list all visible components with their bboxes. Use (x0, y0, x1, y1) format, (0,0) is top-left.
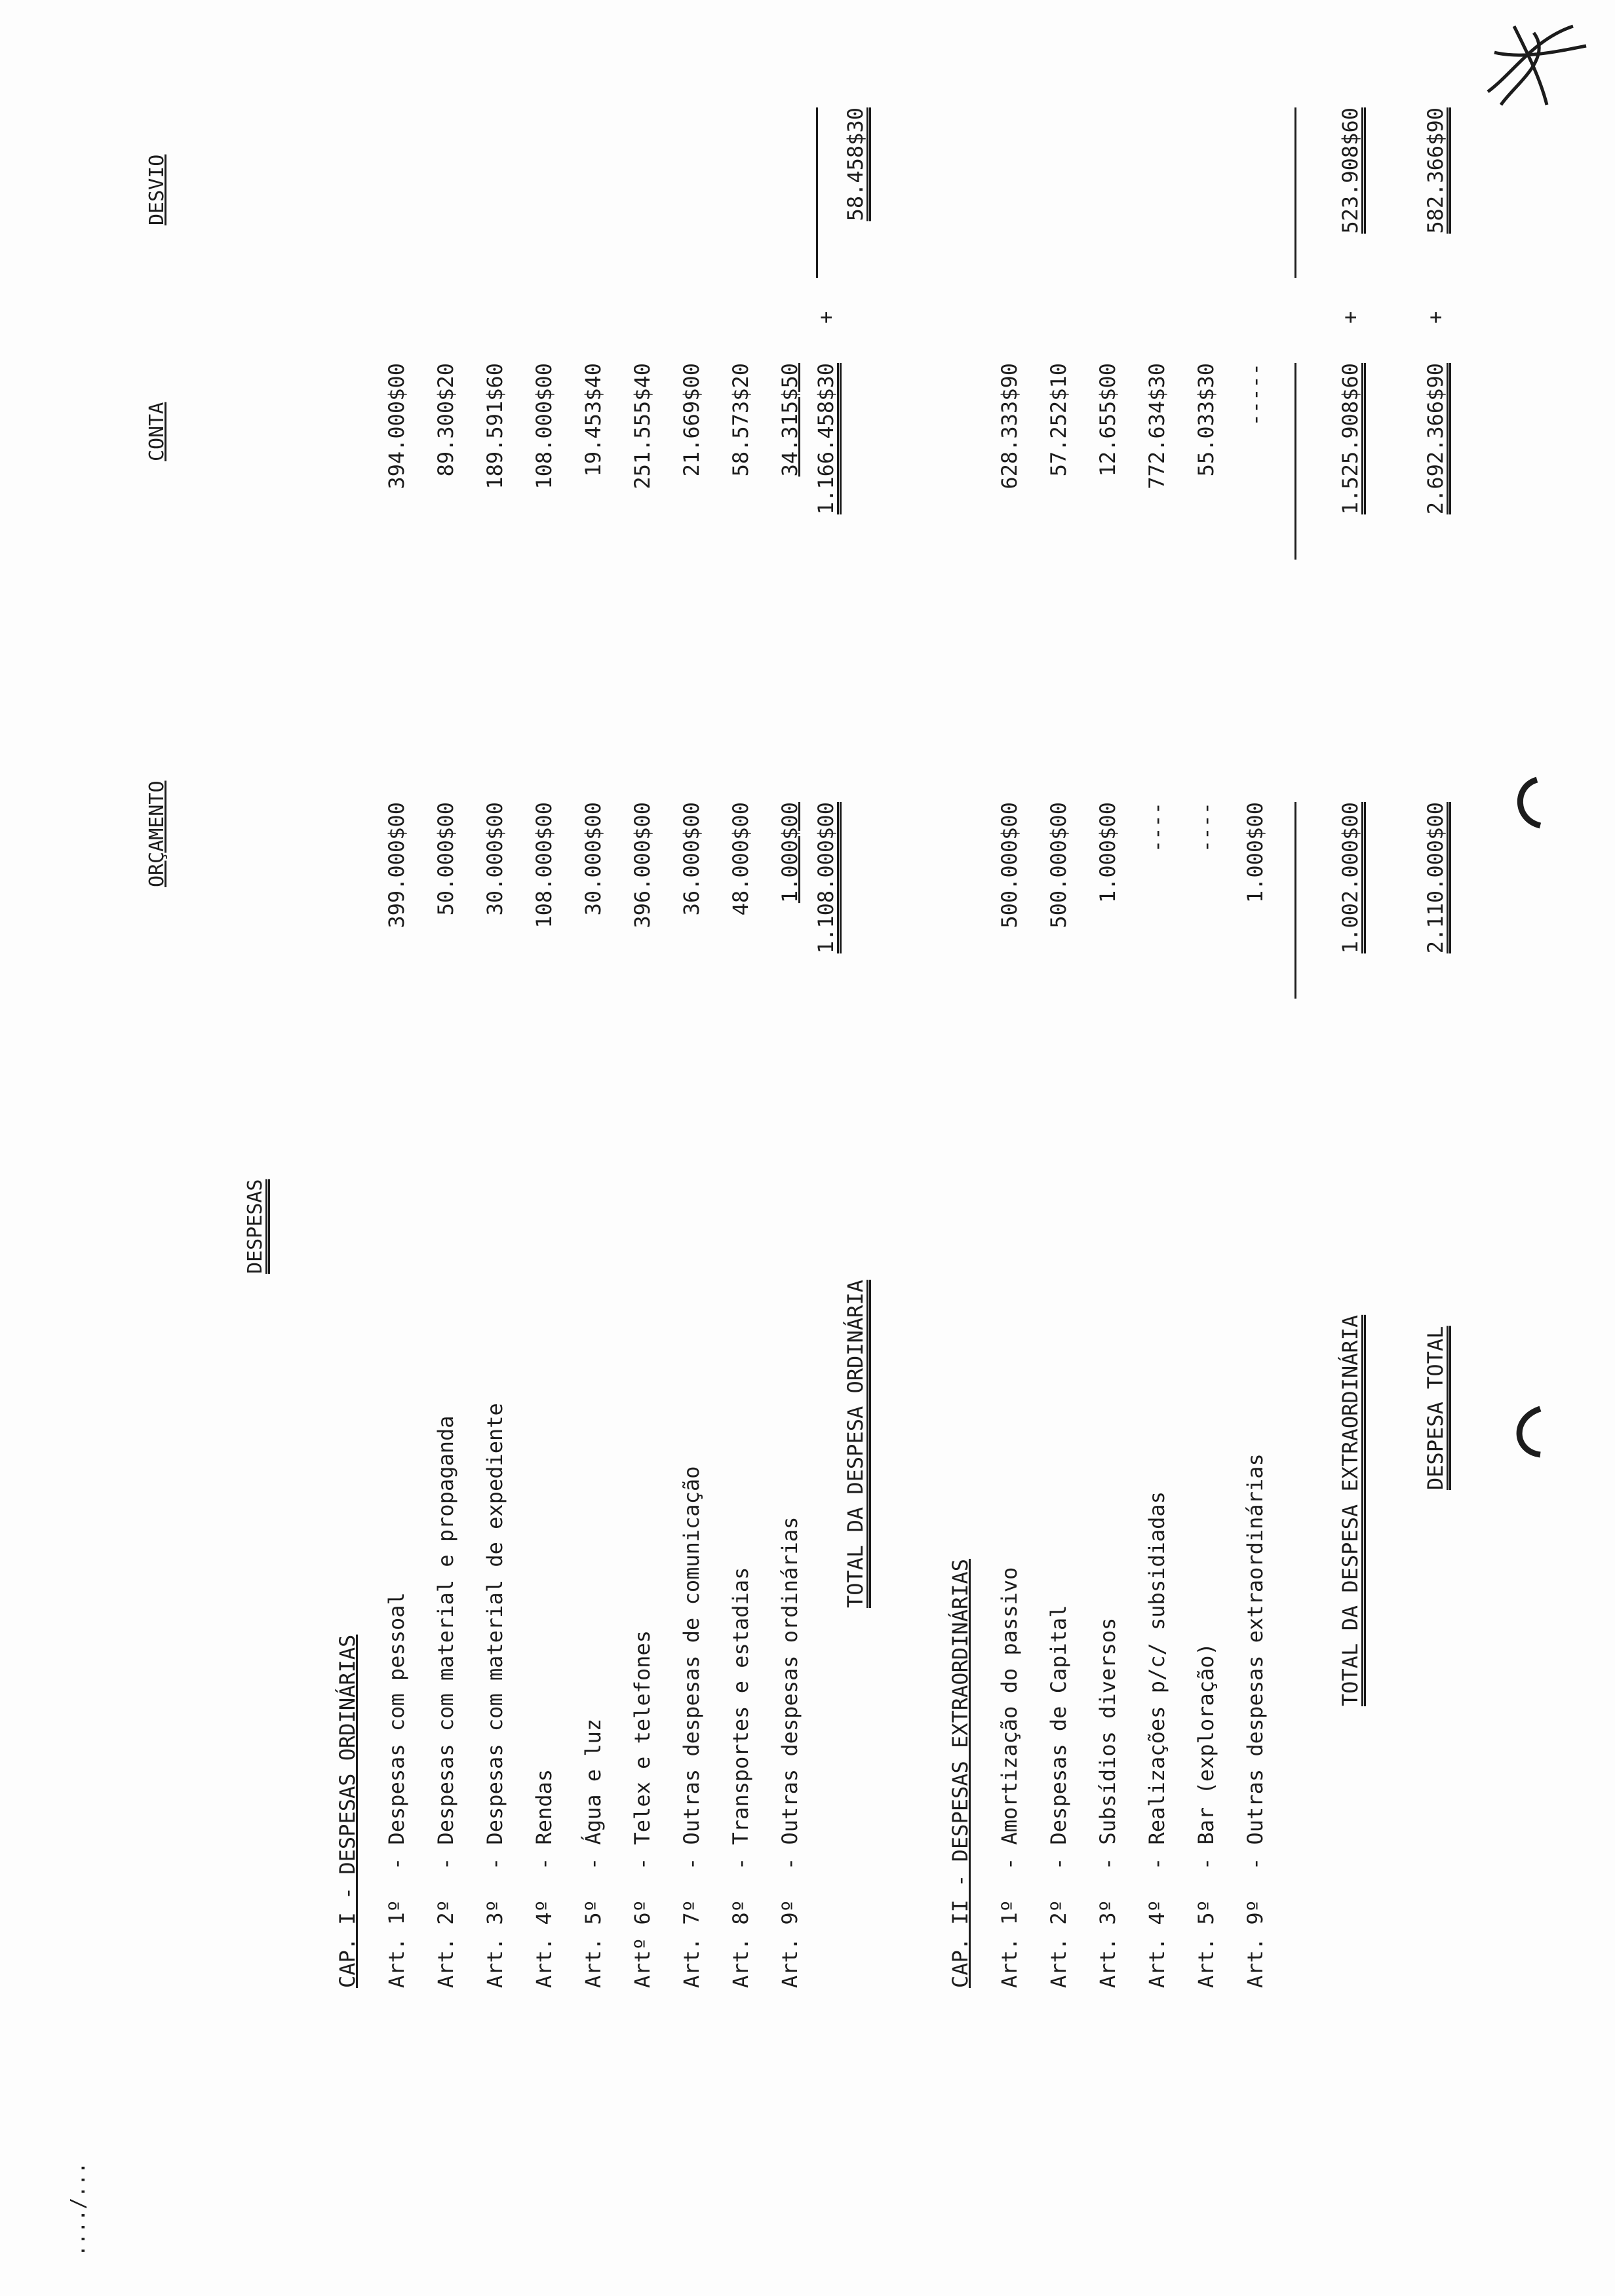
orcamento-value: 48.000$00 (728, 802, 753, 916)
conta-value: ----- (1243, 363, 1268, 427)
desvio-sign: + (1338, 311, 1363, 324)
article-label: Art. 2º (433, 1900, 458, 1988)
row-description: - Outras despesas de comunicação (679, 1466, 704, 1870)
orcamento-value: 500.000$00 (1046, 802, 1071, 928)
row-description: - Água e luz (581, 1718, 606, 1870)
conta-value: 55.033$30 (1194, 363, 1218, 477)
grand-total-desvio: 582.366$90 (1423, 107, 1448, 234)
orcamento-value: 30.000$00 (482, 802, 507, 916)
subtotal-desvio: 58.458$30 (843, 107, 868, 221)
conta-value: 58.573$20 (728, 363, 753, 477)
row-description: - Despesas de Capital (1046, 1605, 1071, 1870)
grand-total-orcamento: 2.110.000$00 (1423, 802, 1448, 954)
subtotal-conta: 1.525.908$60 (1338, 363, 1363, 515)
orcamento-value: 50.000$00 (433, 802, 458, 916)
section-title: CAP. II - DESPESAS EXTRAORDINÁRIAS (948, 1558, 973, 1988)
article-label: Art. 1º (997, 1900, 1022, 1988)
article-label: Art. 2º (1046, 1900, 1071, 1988)
orcamento-value: 1.000$00 (777, 802, 802, 904)
conta-value: 89.300$20 (433, 363, 458, 477)
row-description: - Despesas com material de expediente (482, 1403, 507, 1870)
orcamento-value: 30.000$00 (581, 802, 606, 916)
total-rule (1294, 107, 1296, 278)
row-description: - Outras despesas ordinárias (777, 1516, 802, 1870)
conta-value: 394.000$00 (384, 363, 409, 489)
section-title: CAP. I - DESPESAS ORDINÁRIAS (335, 1634, 360, 1988)
article-label: Artº 6º (630, 1900, 655, 1988)
row-description: - Amortização do passivo (997, 1567, 1022, 1870)
subtotal-desvio: 523.908$60 (1338, 107, 1363, 234)
conta-value: 772.634$30 (1144, 363, 1169, 489)
conta-value: 19.453$40 (581, 363, 606, 477)
document-title: DESPESAS (244, 1179, 267, 1274)
orcamento-value: 1.000$00 (1243, 802, 1268, 904)
total-rule (1294, 363, 1296, 560)
total-rule (816, 107, 818, 278)
orcamento-value: 399.000$00 (384, 802, 409, 928)
article-label: Art. 3º (1095, 1900, 1120, 1988)
row-description: - Bar (exploração) (1194, 1643, 1218, 1870)
article-label: Art. 5º (1194, 1900, 1218, 1988)
row-description: - Subsídios diversos (1095, 1617, 1120, 1870)
column-heading-conta: CONTA (146, 402, 168, 461)
total-rule (1294, 802, 1296, 999)
row-description: - Rendas (532, 1769, 556, 1870)
orcamento-value: 500.000$00 (997, 802, 1022, 928)
subtotal-orcamento: 1.108.000$00 (813, 802, 838, 954)
row-description: - Transportes e estadias (728, 1567, 753, 1870)
article-label: Art. 5º (581, 1900, 606, 1988)
column-heading-desvio: DESVIO (146, 154, 168, 225)
conta-value: 21.669$00 (679, 363, 704, 477)
article-label: Art. 9º (1243, 1900, 1268, 1988)
orcamento-value: 108.000$00 (532, 802, 556, 928)
row-description: - Despesas com material e propaganda (433, 1415, 458, 1870)
orcamento-value: ---- (1144, 802, 1169, 853)
page-reference: ..../... (67, 2162, 90, 2257)
orcamento-value: 1.000$00 (1095, 802, 1120, 904)
orcamento-value: 396.000$00 (630, 802, 655, 928)
conta-value: 12.655$00 (1095, 363, 1120, 477)
subtotal-label: TOTAL DA DESPESA EXTRAORDINÁRIA (1338, 1314, 1363, 1706)
conta-value: 108.000$00 (532, 363, 556, 489)
article-label: Art. 8º (728, 1900, 753, 1988)
row-description: - Outras despesas extraordinárias (1243, 1453, 1268, 1870)
article-label: Art. 3º (482, 1900, 507, 1988)
subtotal-orcamento: 1.002.000$00 (1338, 802, 1363, 954)
row-description: - Despesas com pessoal (384, 1592, 409, 1870)
orcamento-value: 36.000$00 (679, 802, 704, 916)
article-label: Art. 9º (777, 1900, 802, 1988)
row-description: - Realizações p/c/ subsidiadas (1144, 1491, 1169, 1870)
subtotal-conta: 1.166.458$30 (813, 363, 838, 515)
desvio-sign: + (1423, 311, 1448, 324)
grand-total-label: DESPESA TOTAL (1423, 1326, 1448, 1490)
article-label: Art. 4º (532, 1900, 556, 1988)
article-label: Art. 4º (1144, 1900, 1169, 1988)
column-heading-orcamento: ORÇAMENTO (146, 780, 168, 887)
conta-value: 57.252$10 (1046, 363, 1071, 477)
row-description: - Telex e telefones (630, 1630, 655, 1870)
article-label: Art. 7º (679, 1900, 704, 1988)
conta-value: 189.591$60 (482, 363, 507, 489)
subtotal-label: TOTAL DA DESPESA ORDINÁRIA (843, 1280, 868, 1608)
orcamento-value: ---- (1194, 802, 1218, 853)
desvio-sign: + (813, 311, 838, 324)
conta-value: 628.333$90 (997, 363, 1022, 489)
conta-value: 34.315$50 (777, 363, 802, 477)
conta-value: 251.555$40 (630, 363, 655, 489)
article-label: Art. 1º (384, 1900, 409, 1988)
grand-total-conta: 2.692.366$90 (1423, 363, 1448, 515)
